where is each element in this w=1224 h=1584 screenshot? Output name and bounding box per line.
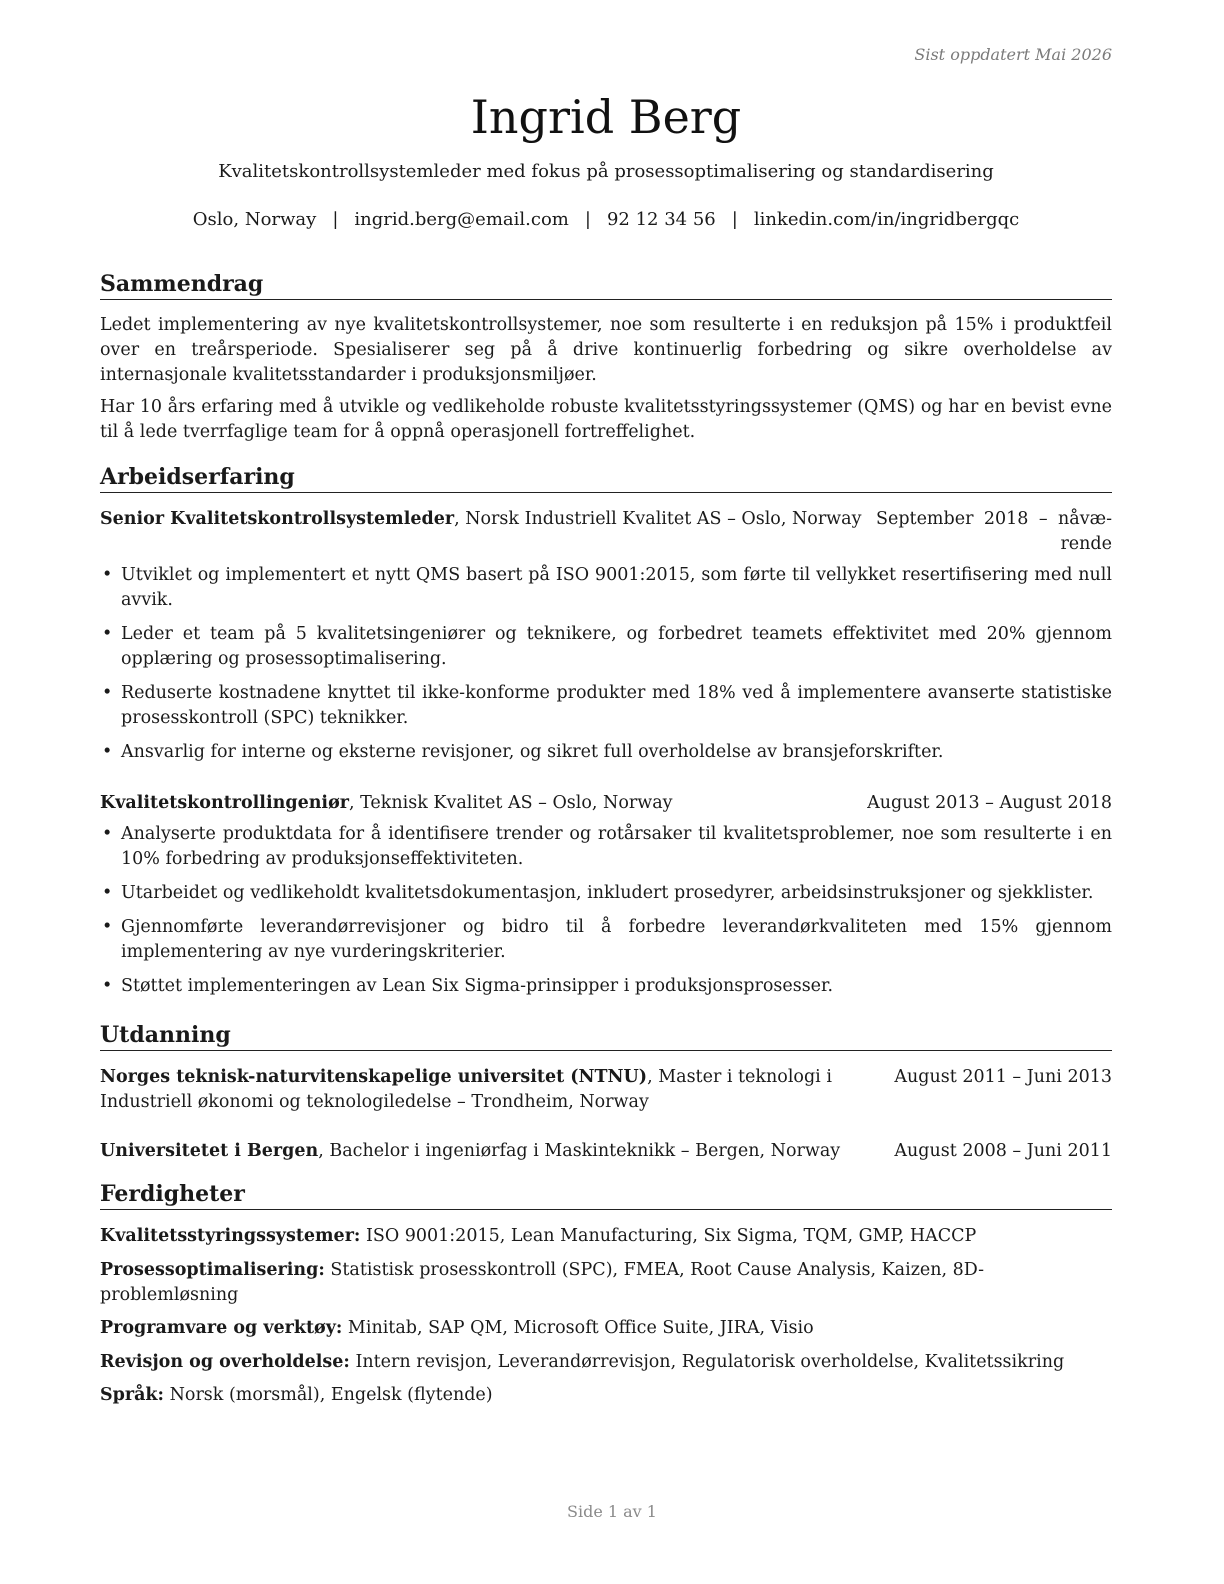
contact-line	[100, 208, 1112, 232]
job-bullets	[100, 822, 1112, 999]
job-role: Senior Kvalitetskontrollsystemleder	[100, 509, 455, 529]
skill-row	[100, 1258, 1112, 1308]
summary-paragraph: Ledet implementering av nye kvalitetskontrollsystemer, noe som resulterte i en reduksjon på 15% i produktfeil over en treårsperiode. Spesialiserer seg på å drive kontinuerlig forbedring og sikre overholdelse av internasjonale kvalitetsstandarder i produksjonsmiljøer.	[100, 315, 1112, 385]
job-title-line	[100, 507, 876, 557]
section-title-summary: Sammendrag	[100, 270, 1112, 300]
job-header	[100, 791, 1112, 816]
section-title-work: Arbeidserfaring	[100, 463, 1112, 493]
skill-label: Prosessoptimalisering:	[100, 1259, 325, 1280]
skill-label: Kvalitetsstyringssystemer:	[100, 1226, 361, 1246]
skills-list	[100, 1224, 1112, 1408]
section-title-skills: Ferdigheter	[100, 1180, 1112, 1210]
skill-row	[100, 1383, 1112, 1408]
job-header	[100, 507, 1112, 557]
list-item: • Utviklet og implementert et nytt QMS basert på ISO 9001:2015, som førte til vellykket resertifisering med null avvik.	[100, 563, 1112, 613]
skill-label: Revisjon og overholdelse:	[100, 1351, 350, 1372]
education-dates: August 2011 – Juni 2013	[894, 1067, 1112, 1087]
education-line	[100, 1139, 894, 1164]
last-updated: Sist oppdatert Mai 2026	[914, 45, 1112, 64]
education-detail: , Master i teknologi i Industriell økonomi og teknologiledelse – Trondheim, Norway	[100, 1067, 832, 1112]
summary-paragraph: Har 10 års erfaring med å utvikle og vedlikeholde robuste kvalitetsstyringssystemer (QMS) og har en bevist evne til å lede tverrfaglige team for å oppnå operasjonell fortreffelighet.	[100, 397, 1112, 442]
education-entry	[100, 1139, 1112, 1164]
skills-section	[100, 1180, 1112, 1408]
skill-row	[100, 1224, 1112, 1249]
list-item: • Analyserte produktdata for å identifisere trender og rotårsaker til kvalitetsproblemer, noe som resulterte i en 10% forbedring av produksjonseffektiviteten.	[100, 822, 1112, 872]
list-item: • Støttet implementeringen av Lean Six Sigma-prinsipper i produksjonsprosesser.	[100, 974, 1112, 999]
contact-separator: |	[332, 209, 339, 230]
education-section	[100, 1021, 1112, 1164]
list-item: • Ansvarlig for interne og eksterne revisjoner, og sikret full overholdelse av bransjeforskrifter.	[100, 740, 1112, 765]
education-dates: August 2008 – Juni 2011	[894, 1141, 1112, 1161]
skill-row	[100, 1316, 1112, 1341]
contact-phone: 92 12 34 56	[606, 209, 716, 230]
list-item: • Gjennomførte leverandørrevisjoner og bidro til å forbedre leverandørkvaliteten med 15% gjennom implementering av nye vurderingskriterier.	[100, 915, 1112, 965]
skill-value: Statistisk prosesskontroll (SPC), FMEA, Root Cause Analysis, Kaizen, 8D-problemløsning	[100, 1259, 985, 1305]
skill-value: Intern revisjon, Leverandørrevisjon, Regulatorisk overholdelse, Kvalitetssikring	[349, 1351, 1065, 1372]
contact-linkedin[interactable]: linkedin.com/in/ingridbergqc	[753, 209, 1020, 230]
contact-email[interactable]: ingrid.berg@email.com	[354, 209, 569, 230]
list-item: • Leder et team på 5 kvalitetsingeniører og teknikere, og forbedret teamets effektivitet med 20% gjennom opplæring og prosessoptimalisering.	[100, 622, 1112, 672]
education-school: Universitetet i Bergen	[100, 1141, 319, 1161]
tagline: Kvalitetskontrollsystemleder med fokus på prosessoptimalisering og standardisering	[218, 161, 994, 182]
list-item: • Utarbeidet og vedlikeholdt kvalitetsdokumentasjon, inkludert prosedyrer, arbeidsinstruksjoner og sjekklister.	[100, 881, 1112, 906]
job-title-line	[100, 791, 867, 816]
contact-separator: |	[731, 209, 738, 230]
job-entry	[100, 507, 1112, 765]
job-bullets	[100, 563, 1112, 765]
list-item: • Reduserte kostnadene knyttet til ikke-konforme produkter med 18% ved å implementere avanserte statistiske prosesskontroll (SPC) teknikker.	[100, 681, 1112, 731]
skill-value: Minitab, SAP QM, Microsoft Office Suite, JIRA, Visio	[342, 1318, 814, 1338]
skill-label: Programvare og verktøy:	[100, 1318, 343, 1338]
skill-label: Språk:	[100, 1385, 165, 1405]
skill-value: ISO 9001:2015, Lean Manufacturing, Six Sigma, TQM, GMP, HACCP	[360, 1226, 977, 1246]
job-dates: September 2018 – nåværende	[876, 509, 1112, 554]
skill-row	[100, 1350, 1112, 1375]
skill-value: Norsk (morsmål), Engelsk (flytende)	[164, 1385, 493, 1405]
contact-separator: |	[584, 209, 591, 230]
job-company: , Teknisk Kvalitet AS – Oslo, Norway	[348, 793, 673, 813]
education-detail: , Bachelor i ingeniørfag i Maskinteknikk – Bergen, Norway	[318, 1141, 841, 1161]
job-entry	[100, 791, 1112, 999]
summary-section	[100, 270, 1112, 445]
education-entry	[100, 1065, 1112, 1115]
candidate-name: Ingrid Berg	[470, 90, 742, 144]
section-title-education: Utdanning	[100, 1021, 1112, 1051]
job-role: Kvalitetskontrollingeniør	[100, 793, 349, 813]
job-dates: August 2013 – August 2018	[867, 793, 1112, 813]
work-section	[100, 463, 1112, 999]
page-number: Side 1 av 1	[567, 1502, 657, 1521]
education-school: Norges teknisk-naturvitenskapelige universitet (NTNU)	[100, 1067, 648, 1087]
contact-location: Oslo, Norway	[192, 209, 317, 230]
job-company: , Norsk Industriell Kvalitet AS – Oslo, Norway	[454, 509, 862, 529]
education-line	[100, 1065, 894, 1115]
